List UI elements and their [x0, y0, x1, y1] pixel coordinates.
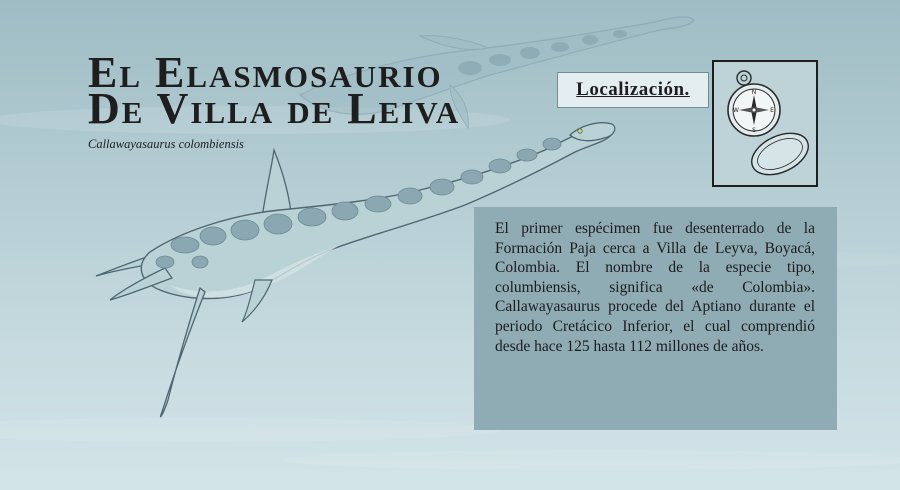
compass-panel	[712, 60, 818, 187]
title-block	[88, 48, 508, 152]
compass-letter-s: S	[752, 127, 756, 134]
compass-letter-e: E	[770, 107, 774, 114]
page-title-line-1: El Elasmosaurio	[88, 48, 443, 97]
compass-letter-n: N	[751, 89, 757, 96]
compass-icon	[714, 62, 816, 185]
description-box	[474, 207, 837, 430]
compass-letter-w: W	[733, 107, 739, 114]
description-text: El primer espécimen fue desenterrado de la Formación Paja cerca a Villa de Leyva, Boyacá, Colombia. El nombre de la especie tipo, columbiensis, significa «de Colombia». Callawayasaurus procede del Aptiano durante el periodo Cretácico Inferior, el cual comprendió desde hace 125 hasta 112 millones de años.	[495, 220, 815, 355]
location-label: Localización.	[557, 72, 709, 108]
scientific-name: Callawayasaurus colombiensis	[88, 137, 244, 151]
page-title-line-2: De Villa de Leiva	[88, 84, 461, 133]
